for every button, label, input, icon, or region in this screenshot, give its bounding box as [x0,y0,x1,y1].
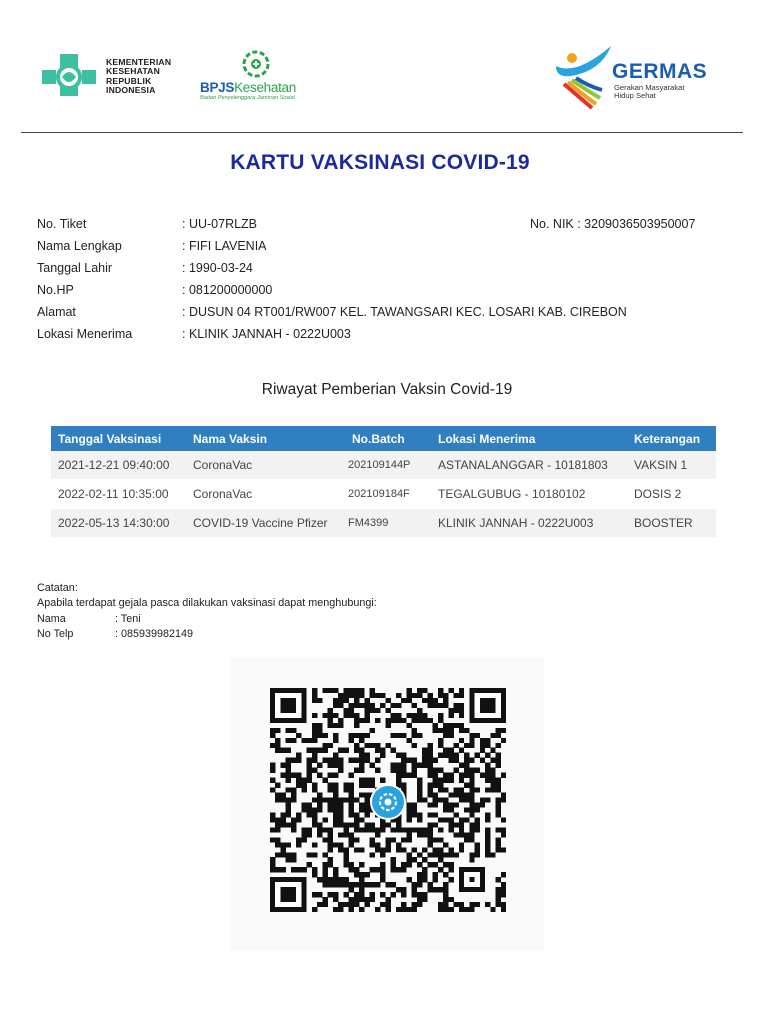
notes-section [37,581,377,643]
table-row [51,451,716,480]
cell-batch: FM4399 [346,509,431,538]
column-header-vaccine: Nama Vaksin [186,426,346,451]
nik-value: No. NIK : 3209036503950007 [530,217,696,231]
germas-tagline-line: Gerakan Masyarakat [614,83,685,92]
contact-phone-value: : 085939982149 [115,628,194,641]
table-row [51,509,716,538]
bpjs-logo-icon [238,49,274,79]
contact-name-label: Nama [37,612,66,625]
cell-vaccine: CoronaVac [186,451,346,480]
contact-name-value: : Teni [115,612,141,625]
address-label: Alamat [37,305,76,319]
cell-note: BOOSTER [627,509,716,538]
kemenkes-logo-icon [38,52,100,98]
contact-phone-row [37,627,377,642]
location-value: : KLINIK JANNAH - 0222U003 [182,327,351,341]
phone-value: : 081200000000 [182,283,273,297]
address-value: : DUSUN 04 RT001/RW007 KEL. TAWANGSARI KEC. LOSARI KAB. CIREBON [182,305,627,319]
phone-label: No.HP [37,283,74,297]
cell-batch: 202109184F [346,480,431,509]
bpjs-kesehatan-word: Kesehatan [234,80,296,95]
column-header-note: Keterangan [627,426,716,451]
germas-logo-icon [546,40,616,110]
birth-date-value: : 1990-03-24 [182,261,253,275]
contact-phone-label: No Telp [37,628,74,641]
location-label: Lokasi Menerima [37,327,133,341]
kemenkes-line: REPUBLIK [106,75,152,86]
cell-vaccine: COVID-19 Vaccine Pfizer [186,509,346,538]
cell-date: 2021-12-21 09:40:00 [51,451,186,480]
bpjs-word: BPJS [200,80,235,95]
column-header-location: Lokasi Menerima [431,426,627,451]
full-name-label: Nama Lengkap [37,239,122,253]
cell-vaccine: CoronaVac [186,480,346,509]
vaccination-table [51,426,716,538]
cell-date: 2022-05-13 14:30:00 [51,509,186,538]
header-divider [21,132,743,133]
cell-note: VAKSIN 1 [627,451,716,480]
history-title: Riwayat Pemberian Vaksin Covid-19 [261,381,513,398]
germas-tagline [614,84,684,100]
table-row [51,480,716,509]
germas-wordmark: GERMAS [612,60,708,83]
kemenkes-wordmark [106,58,171,96]
ticket-value: : UU-07RLZB [182,217,258,231]
cell-location: TEGALGUBUG - 10180102 [431,480,627,509]
cell-date: 2022-02-11 10:35:00 [51,480,186,509]
contact-name-row [37,612,377,627]
table-header-row [51,426,716,451]
vaccine-logo-icon [370,784,406,820]
cell-batch: 202109144P [346,451,431,480]
full-name-value: : FIFI LAVENIA [182,239,267,253]
germas-tagline-line: Hidup Sehat [614,91,656,101]
column-header-date: Tanggal Vaksinasi [51,426,186,451]
bpjs-tagline: Badan Penyelenggara Jaminan Sosial [200,95,295,101]
column-header-batch: No.Batch [346,426,431,451]
birth-date-label: Tanggal Lahir [37,261,113,275]
notes-heading: Catatan: [37,582,78,594]
kemenkes-line: KEMENTERIAN [106,57,172,67]
kemenkes-line: INDONESIA [106,85,156,96]
qr-center-badge [370,784,406,820]
ticket-label: No. Tiket [37,217,87,231]
kemenkes-line: KESEHATAN [106,66,160,77]
cell-location: KLINIK JANNAH - 0222U003 [431,509,627,538]
cell-note: DOSIS 2 [627,480,716,509]
cell-location: ASTANALANGGAR - 10181803 [431,451,627,480]
notes-instruction: Apabila terdapat gejala pasca dilakukan vaksinasi dapat menghubungi: [37,597,377,610]
page-title: KARTU VAKSINASI COVID-19 [230,151,530,174]
